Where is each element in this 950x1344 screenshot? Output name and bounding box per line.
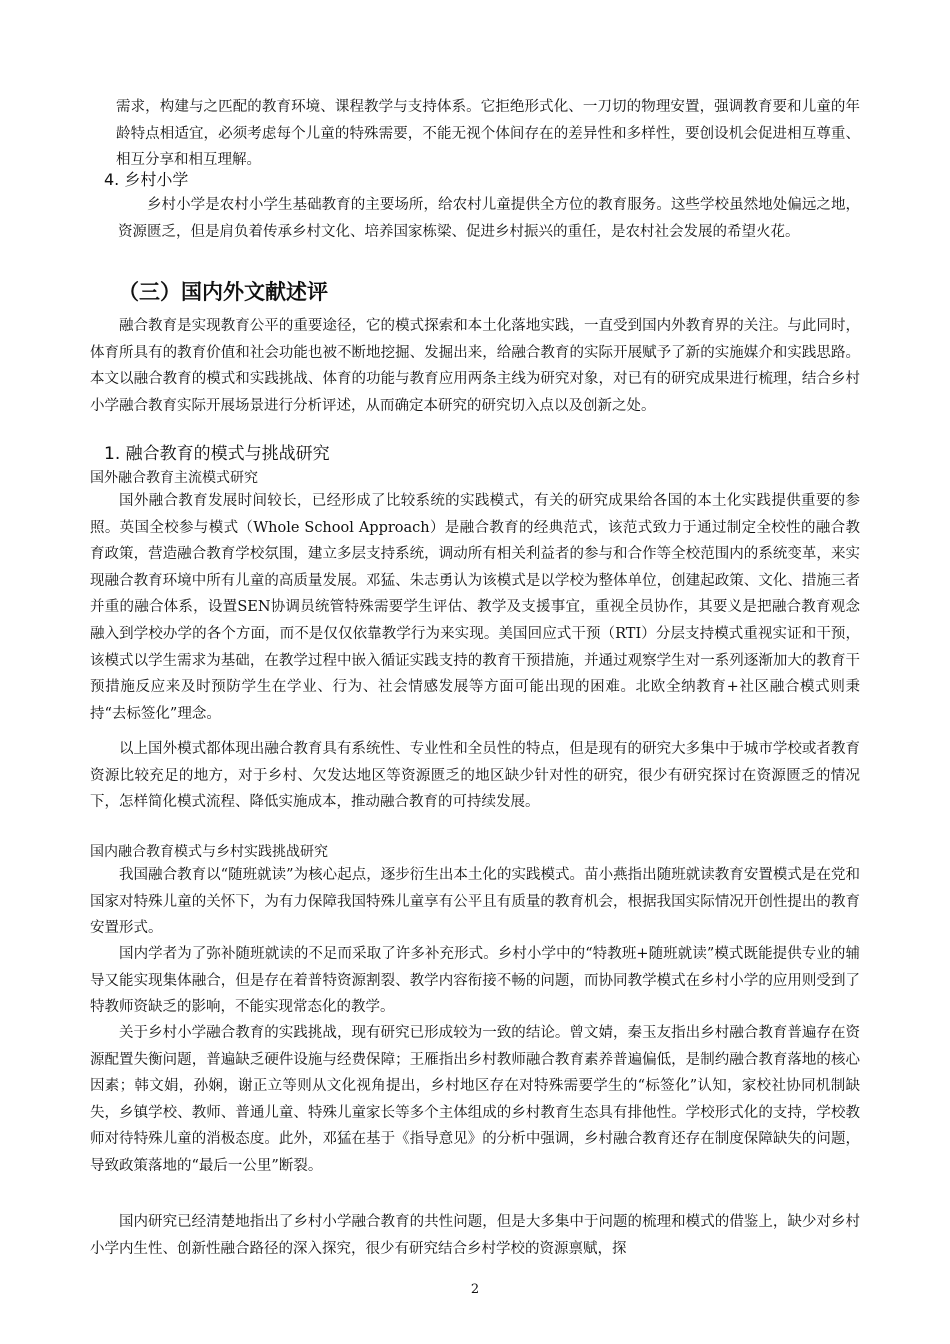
paragraph-foreign-models <box>90 488 860 727</box>
paragraph-domestic-1 <box>90 862 860 942</box>
paragraph-domestic-2 <box>90 941 860 1021</box>
paragraph-domestic-3 <box>90 1020 860 1180</box>
subheading-domestic-models: 国内融合教育模式与乡村实践挑战研究 <box>90 844 328 860</box>
paragraph-text: 融合教育是实现教育公平的重要途径，它的模式探索和本土化落地实践，一直受到国内外教育界的关注。与此同时，体育所具有的教育价值和社会功能也被不断地挖掘、发掘出来，给融合教育的实际开展赋予了新的实施媒介和实践思路。本文以融合教育的模式和实践挑战、体育的功能与教育应用两条主线为研究对象，对已有的研究成果进行梳理，结合乡村小学融合教育实际开展场景进行分析评述，从而确定本研究的研究切入点以及创新之处。 <box>90 318 860 414</box>
paragraph-text: 国外融合教育发展时间较长，已经形成了比较系统的实践模式，有关的研究成果给各国的本土化实践提供重要的参照。英国全校参与模式（Whole School Approach）是融合教育的经典范式，该范式致力于通过制定全校性的融合教育政策，营造融合教育学校氛围，建立多层支持系统，调动所有相关利益者的参与和合作等全校范围内的系统变革，来实现融合教育环境中所有儿童的高质量发展。邓猛、朱志勇认为该模式是以学校为整体单位，创建起政策、文化、措施三者并重的融合体系，设置SEN协调员统管特殊需要学生评估、教学及支援事宜，重视全员协作，其要义是把融合教育观念融入到学校办学的各个方面，而不是仅仅依靠教学行为来实现。美国回应式干预（RTI）分层支持模式重视实证和干预，该模式以学生需求为基础，在教学过程中嵌入循证实践支持的教育干预措施，并通过观察学生对一系列逐渐加大的教育干预措施反应来及时预防学生在学业、行为、社会情感发展等方面可能出现的困难。北欧全纳教育+社区融合模式则秉持“去标签化”理念。 <box>90 493 860 722</box>
heading-models-challenges: 1. 融合教育的模式与挑战研究 <box>104 444 330 464</box>
heading-rural-school: 4. 乡村小学 <box>104 170 189 189</box>
subheading-foreign-models: 国外融合教育主流模式研究 <box>90 470 258 486</box>
paragraph-continued <box>90 94 860 174</box>
paragraph-text: 以上国外模式都体现出融合教育具有系统性、专业性和全员性的特点，但是现有的研究大多集中于城市学校或者教育资源比较充足的地方，对于乡村、欠发达地区等资源匮乏的地区缺少针对性的研究，很少有研究探讨在资源匮乏的情况下，怎样简化模式流程、降低实施成本，推动融合教育的可持续发展。 <box>90 741 860 811</box>
paragraph-text: 需求，构建与之匹配的教育环境、课程教学与支持体系。它拒绝形式化、一刀切的物理安置，强调教育要和儿童的年龄特点相适宜，必须考虑每个儿童的特殊需要，不能无视个体间存在的差异性和多样性，要创设机会促进相互尊重、相互分享和相互理解。 <box>116 99 860 169</box>
paragraph-rural-school <box>118 192 860 245</box>
paragraph-text: 关于乡村小学融合教育的实践挑战，现有研究已形成较为一致的结论。曾文婧，秦玉友指出乡村融合教育普遍存在资源配置失衡问题，普遍缺乏硬件设施与经费保障；王雁指出乡村教师融合教育素养普遍偏低，是制约融合教育落地的核心因素；韩文娟，孙娴，谢正立等则从文化视角提出，乡村地区存在对特殊需要学生的“标签化”认知，家校社协同机制缺失，乡镇学校、教师、普通儿童、特殊儿童家长等多个主体组成的乡村教育生态具有排他性。学校形式化的支持，学校教师对待特殊儿童的消极态度。此外，邓猛在基于《指导意见》的分析中强调，乡村融合教育还存在制度保障缺失的问题，导致政策落地的“最后一公里”断裂。 <box>90 1025 860 1174</box>
paragraph-text: 国内研究已经清楚地指出了乡村小学融合教育的共性问题，但是大多集中于问题的梳理和模式的借鉴上，缺少对乡村小学内生性、创新性融合路径的深入探究，很少有研究结合乡村学校的资源禀赋，探 <box>90 1214 860 1257</box>
paragraph-domestic-4 <box>90 1209 860 1262</box>
paragraph-text: 我国融合教育以“随班就读”为核心起点，逐步衍生出本土化的实践模式。苗小燕指出随班就读教育安置模式是在党和国家对特殊儿童的关怀下，为有力保障我国特殊儿童享有公平且有质量的教育机会，根据我国实际情况开创性提出的教育安置形式。 <box>90 867 860 937</box>
paragraph-foreign-summary <box>90 736 860 816</box>
paragraph-text: 乡村小学是农村小学生基础教育的主要场所，给农村儿童提供全方位的教育服务。这些学校虽然地处偏远之地，资源匮乏，但是肩负着传承乡村文化、培养国家栋梁、促进乡村振兴的重任，是农村社会发展的希望火花。 <box>118 197 860 240</box>
paragraph-text: 国内学者为了弥补随班就读的不足而采取了许多补充形式。乡村小学中的“特教班+随班就读”模式既能提供专业的辅导又能实现集体融合，但是存在着普特资源割裂、教学内容衔接不畅的问题，而协同教学模式在乡村小学的应用则受到了特教师资缺乏的影响，不能实现常态化的教学。 <box>90 946 860 1016</box>
page-number: 2 <box>470 1282 480 1297</box>
paragraph-review-intro <box>90 313 860 419</box>
heading-literature-review: （三）国内外文献述评 <box>118 280 328 304</box>
